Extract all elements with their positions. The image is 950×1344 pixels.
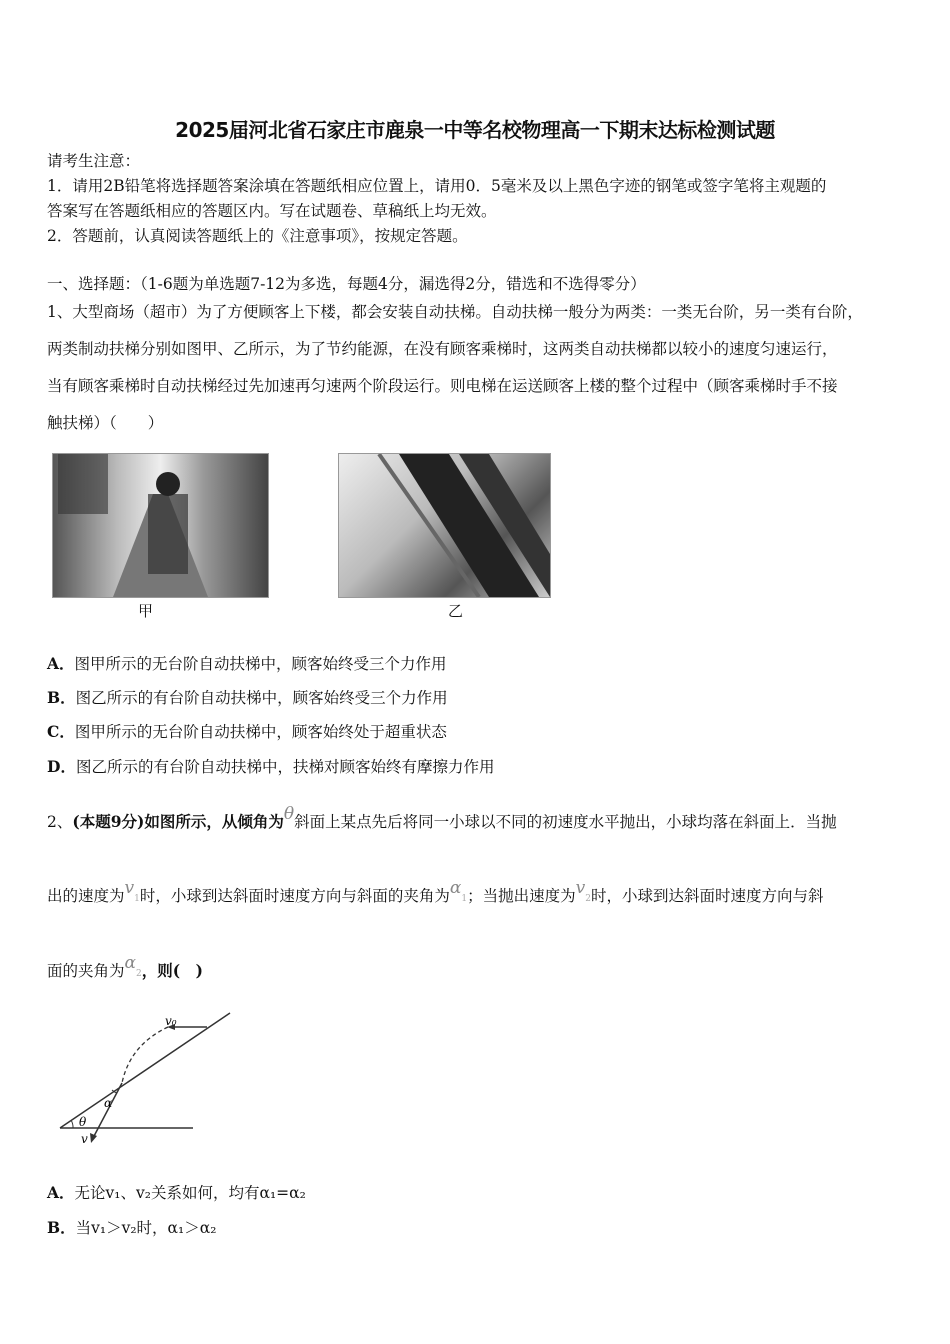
q1-option-d: D．图乙所示的有台阶自动扶梯中，扶梯对顾客始终有摩擦力作用	[47, 757, 495, 776]
alpha-label: α	[104, 1096, 113, 1110]
q1-text: 当有顾客乘梯时自动扶梯经过先加速再匀速两个阶段运行。则电梯在运送顾客上楼的整个过程中（顾客乘梯时手不接	[47, 377, 838, 395]
q1-text: 1、大型商场（超市）为了方便顾客上下楼，都会安装自动扶梯。自动扶梯一般分为两类：一类无台阶，另一类有台阶，	[47, 303, 863, 321]
caption-yi: 乙	[448, 602, 464, 620]
escalator-illustration	[339, 454, 550, 597]
q2-option-a: A．无论v₁、v₂关系如何，均有α₁=α₂	[47, 1183, 306, 1202]
notice-line: 2．答题前，认真阅读答题纸上的《注意事项》，按规定答题。	[47, 227, 468, 245]
q1-option-c: C．图甲所示的无台阶自动扶梯中，顾客始终处于超重状态	[47, 722, 447, 741]
q1-option-b: B．图乙所示的有台阶自动扶梯中，顾客始终受三个力作用	[47, 688, 448, 707]
caption-jia: 甲	[138, 602, 154, 620]
notice-line: 答案写在答题纸相应的答题区内。写在试题卷、草稿纸上均无效。	[47, 202, 497, 220]
q1-text: 两类制动扶梯分别如图甲、乙所示，为了节约能源，在没有顾客乘梯时，这两类自动扶梯都以较小的速度匀速运行，	[47, 340, 838, 358]
q2-option-b: B．当v₁＞v₂时，α₁＞α₂	[47, 1218, 217, 1237]
theta-label: θ	[79, 1115, 87, 1129]
notice-heading: 请考生注意：	[47, 152, 141, 170]
section-heading: 一、选择题：（1-6题为单选题7-12为多选，每题4分，漏选得2分，错选和不选得零分）	[47, 275, 646, 293]
q1-option-a: A．图甲所示的无台阶自动扶梯中，顾客始终受三个力作用	[47, 654, 447, 673]
q2-text: 2、(本题9分)如图所示，从倾角为θ斜面上某点先后将同一小球以不同的初速度水平抛出，小球均落在斜面上．当抛	[47, 804, 837, 831]
v0-label: v₀	[165, 1014, 177, 1028]
q2-text: 出的速度为v1时，小球到达斜面时速度方向与斜面的夹角为α1；当抛出速度为v2时，小球到达斜面时速度方向与斜	[47, 878, 824, 905]
q1-text: 触扶梯）（ ）	[47, 414, 164, 432]
page-title: 2025届河北省石家庄市鹿泉一中等名校物理高一下期末达标检测试题	[175, 118, 775, 142]
notice-line: 1．请用2B铅笔将选择题答案涂填在答题纸相应位置上，请用0．5毫米及以上黑色字迹的钢笔或签字笔将主观题的	[47, 177, 827, 195]
escalator-photo-yi	[338, 453, 551, 598]
q2-text: 面的夹角为α2，则( )	[47, 953, 203, 980]
incline-diagram	[0, 0, 300, 1160]
v-label: v	[81, 1132, 88, 1146]
